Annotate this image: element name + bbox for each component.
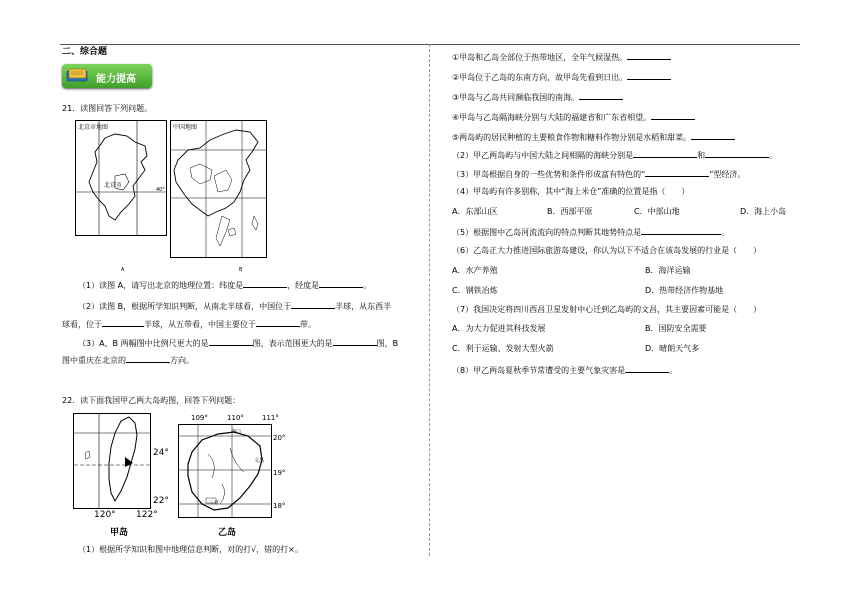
q5-text-b: 。 xyxy=(721,228,730,237)
q21-line2-b: 半球，从东西半 xyxy=(335,302,392,311)
q21-line2-a: （2）读图 B，根据所学知识判断，从南北半球看，中国位于 xyxy=(78,302,292,311)
q21-line3 xyxy=(62,318,316,330)
jia-lon-left: 120° xyxy=(94,510,116,520)
q7-option-a[interactable]: A．为大力促进其科技发展 xyxy=(452,324,546,333)
answer-blank-ew-hemisphere[interactable] xyxy=(102,318,144,327)
answer-blank-larger-range[interactable] xyxy=(333,337,377,346)
jia-lon-right: 122° xyxy=(136,510,158,520)
q5-text-a: （5）根据图中乙岛河流流向的特点判断其地势特点是 xyxy=(452,228,642,237)
q4-option-a[interactable]: A．东部山区 xyxy=(452,207,498,216)
map-a-beijing xyxy=(75,120,167,236)
q21-line4 xyxy=(78,337,398,349)
q21-line3-b: 半球，从五带看，中国主要位于 xyxy=(144,320,256,329)
q3-text-a: （3）甲岛根据自身的一些优势和条件形成富有特色的“ xyxy=(452,170,646,179)
jia-caption: 甲岛 xyxy=(110,528,129,538)
answer-blank-s3[interactable] xyxy=(579,91,623,100)
q6-option-d[interactable]: D．热带经济作物基地 xyxy=(645,286,724,295)
yi-lat-top: 20° xyxy=(273,434,286,442)
q22-part7: （7）我国决定将四川西昌卫星发射中心迁到乙岛屿的文昌，其主要因素可能是（ ） xyxy=(452,305,762,314)
q7-option-b[interactable]: B．国防安全需要 xyxy=(645,324,707,333)
q4-option-b[interactable]: B．西部平原 xyxy=(547,207,593,216)
jia-lat-top: 24° xyxy=(153,448,169,458)
q21-line5-b: 方向。 xyxy=(170,356,194,365)
statement-4-text: ④甲岛与乙岛隔海峡分别与大陆的福建省和广东省相望。 xyxy=(452,113,652,122)
q2-text-c: 。 xyxy=(769,151,778,160)
yi-caption: 乙岛 xyxy=(218,528,237,538)
yi-lon-2: 110° xyxy=(227,414,244,422)
map-yi-island xyxy=(178,424,272,518)
map-a-title: 北京市地图 xyxy=(78,124,109,131)
answer-blank-zone[interactable] xyxy=(256,318,300,327)
q4-option-d[interactable]: D．海上小岛 xyxy=(740,207,787,216)
map-b-china xyxy=(170,120,267,258)
answer-blank-direction[interactable] xyxy=(126,354,170,363)
q22-part8 xyxy=(452,364,677,376)
q8-text-b: 。 xyxy=(669,366,678,375)
statement-2-text: ②甲岛位于乙岛的东南方向，故甲岛先看到日出。 xyxy=(452,73,628,82)
q8-text-a: （8）甲乙两岛夏秋季节常遭受的主要气象灾害是 xyxy=(452,366,626,375)
statement-3-text: ③甲岛与乙岛共同濒临我国的南海。 xyxy=(452,93,580,102)
q21-line1-b: ，经度是 xyxy=(287,281,320,290)
q22-part4: （4）甲岛屿有许多别称，其中“海上米仓”准确的位置是指（ ） xyxy=(452,187,690,196)
answer-blank-s1[interactable] xyxy=(627,51,671,60)
statement-1-text: ①甲岛和乙岛全部位于热带地区，全年气候湿热。 xyxy=(452,53,628,62)
answer-blank-s4[interactable] xyxy=(651,111,695,120)
q21-line1-a: （1）读图 A，请写出北京的地理位置：纬度是 xyxy=(78,281,244,290)
answer-blank-terrain[interactable] xyxy=(641,226,721,235)
statement-1 xyxy=(452,51,671,63)
q7-option-c[interactable]: C．利于运输、发射大型火箭 xyxy=(452,344,554,353)
q21-line4-c: 图，B xyxy=(376,339,399,348)
q22-part3 xyxy=(452,168,745,180)
q6-option-c[interactable]: C．钢铁冶炼 xyxy=(452,286,498,295)
q22-part6: （6）乙岛正大力推进国际旅游岛建设，你认为以下不适合在该岛发展的行业是（ ） xyxy=(452,246,762,255)
q21-line1-c: 。 xyxy=(363,281,372,290)
q21-line4-a: （3）A、B 两幅图中比例尺更大的是 xyxy=(78,339,209,348)
q3-text-b: ”型经济。 xyxy=(709,170,746,179)
q22-stem: 22．读下面我国甲乙两大岛屿图，回答下列问题： xyxy=(62,396,241,405)
q21-line5-a: 图中重庆在北京的 xyxy=(62,356,126,365)
q21-stem: 21．读图回答下列问题。 xyxy=(62,104,153,113)
answer-blank-latitude[interactable] xyxy=(243,279,287,288)
map-a-city-label: 北京市 xyxy=(104,182,123,189)
section-title: 二、综合题 xyxy=(62,47,108,57)
map-b-title: 中国地图 xyxy=(173,124,198,131)
map-b-caption: B xyxy=(239,267,243,273)
q21-line1 xyxy=(78,279,371,291)
q21-line4-b: 图，表示范围更大的是 xyxy=(252,339,333,348)
answer-blank-economy[interactable] xyxy=(645,168,709,177)
q6-option-b[interactable]: B．海洋运输 xyxy=(645,266,691,275)
q22-part5 xyxy=(452,226,729,238)
statement-2 xyxy=(452,71,671,83)
q2-text-b: 和 xyxy=(697,151,706,160)
map-jia-island xyxy=(73,413,151,509)
answer-blank-disaster[interactable] xyxy=(625,364,669,373)
jia-lat-bottom: 22° xyxy=(153,496,169,506)
column-divider xyxy=(429,44,430,556)
badge-label: 能力提高 xyxy=(96,74,136,85)
header-rule xyxy=(60,44,800,45)
answer-blank-s2[interactable] xyxy=(627,71,671,80)
yi-label-haikou: 海口 xyxy=(231,429,242,435)
q21-line3-c: 带。 xyxy=(300,320,316,329)
ability-badge xyxy=(62,64,152,88)
q21-line2 xyxy=(78,300,391,312)
yi-lat-mid: 19° xyxy=(273,469,286,477)
q2-text-a: （2）甲乙两岛屿与中国大陆之间相隔的海峡分别是 xyxy=(452,151,634,160)
answer-blank-ns-hemisphere[interactable] xyxy=(291,300,335,309)
answer-blank-strait-2[interactable] xyxy=(705,149,769,158)
yi-lon-3: 111° xyxy=(262,414,279,422)
answer-blank-longitude[interactable] xyxy=(319,279,363,288)
answer-blank-larger-scale[interactable] xyxy=(209,337,253,346)
statement-5 xyxy=(452,131,735,143)
q7-option-d[interactable]: D．晴朗天气多 xyxy=(645,344,700,353)
statement-4 xyxy=(452,111,695,123)
q22-part1: （1）根据所学知识和图中地理信息判断，对的打√，错的打×。 xyxy=(78,545,303,554)
answer-blank-strait-1[interactable] xyxy=(633,149,697,158)
q6-option-a[interactable]: A．水产养殖 xyxy=(452,266,498,275)
yi-label-wenchang: 文昌 xyxy=(254,458,265,464)
statement-3 xyxy=(452,91,623,103)
q21-line3-a: 球看，位于 xyxy=(62,320,102,329)
map-a-lat-label: 40° xyxy=(156,187,165,193)
q21-line5 xyxy=(62,354,194,366)
yi-lat-bottom: 18° xyxy=(273,502,286,510)
yi-lon-1: 109° xyxy=(191,414,208,422)
yi-label-sanya: 三亚 xyxy=(209,500,220,506)
q22-part2 xyxy=(452,149,777,161)
statement-5-text: ⑤两岛屿的居民种植的主要粮食作物和糖料作物分别是水稻和甜菜。 xyxy=(452,133,692,142)
answer-blank-s5[interactable] xyxy=(691,131,735,140)
map-a-caption: A xyxy=(121,267,125,273)
book-icon xyxy=(66,68,88,83)
q4-option-c[interactable]: C．中部山地 xyxy=(634,207,680,216)
